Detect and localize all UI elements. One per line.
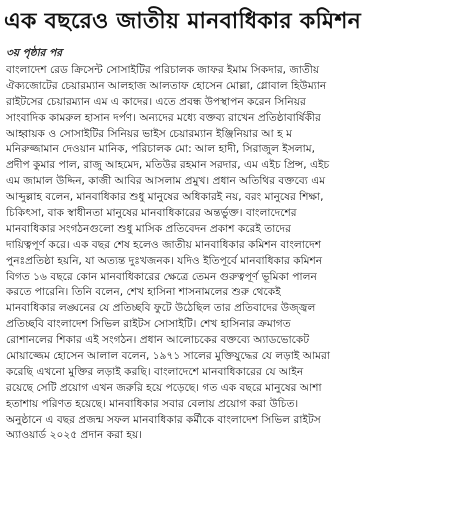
article-body-line: অনুষ্ঠানে এ বছর প্রজন্ম সফল মানবাধিকার কর্মীকে বাংলাদেশ সিভিল রাইটস: [6, 413, 321, 426]
article-body-line: অ্যাওয়ার্ড ২০২৫ প্রদান করা হয়।: [6, 429, 143, 442]
article-body-line: মানবাধিকার সংগঠনগুলো শুধু মাসিক প্রতিবেদন প্রকাশ করেই তাদের: [6, 222, 291, 235]
next-article-headline-cutoff: [4, 506, 458, 522]
article-body-line: সাংবাদিক কামরুল হাসান দর্পণ। অন্যদের মধ্যে বক্তব্য রাখেন প্রতিষ্ঠাবার্ষিকীর: [6, 111, 321, 124]
article-body-line: চিকিৎসা, বাক স্বাধীনতা মানুষের মানবাধিকারের অন্তর্ভুক্ত। বাংলাদেশের: [6, 207, 297, 220]
article-body-line: বাংলাদেশ রেড ক্রিসেন্ট সোসাইটির পরিচালক জাফর ইমাম সিকদার, জাতীয়: [6, 64, 320, 76]
article-body-line: রাইটসের চেয়ারম্যান এম এ কাদের। এতে প্রবন্ধ উপস্থাপন করেন সিনিয়র: [6, 95, 306, 108]
article-body-line: এম জামাল উদ্দিন, কাজী আবির আসলাম প্রমুখ। প্রধান অতিথির বক্তব্যে এম: [6, 175, 326, 188]
article-body-line: হতাশায় পরিণত হয়েছে। মানবাধিকার সবার বেলায় প্রয়োগ করা উচিত।: [6, 397, 299, 410]
article-body-line: পুনঃপ্রতিষ্ঠা হয়নি, যা অত্যন্ত দুঃখজনক। যদিও ইতিপূর্বে মানবাধিকার কমিশন: [6, 254, 323, 267]
article-body-line: আহ্বায়ক ও সোসাইটির সিনিয়র ভাইস চেয়ারম্যান ইঞ্জিনিয়ার আ হ ম: [6, 127, 292, 140]
article-body-line: দায়িত্বপূর্ণ করে। এক বছর শেষ হলেও জাতীয় মানবাধিকার কমিশন বাংলাদেশ: [6, 238, 321, 251]
article-body-line: প্রতিচ্ছবি বাংলাদেশ সিভিল রাইটস সোসাইটি। শেখ হাসিনার ক্রমাগত: [6, 318, 291, 331]
continued-from-label: ৩য় পৃষ্ঠার পর: [6, 47, 63, 59]
article-body-line: মনিরুজ্জামান দেওয়ান মানিক, পরিচালক মো: আল হাদী, সিরাজুল ইসলাম,: [6, 143, 315, 156]
article-body-line: করেছি এখনো মুক্তির লড়াই করছি। বাংলাদেশে মানবাধিকারের যে আইন: [6, 365, 304, 378]
article-body-line: আব্দুল্লাহ বলেন, মানবাধিকার শুধু মানুষের অধিকারই নয়, বরং মানুষের শিক্ষা,: [6, 191, 324, 204]
article-headline: এক বছরেও জাতীয় মানবাধিকার কমিশন: [4, 9, 362, 34]
article-body-line: বিগত ১৬ বছরে কোন মানবাধিকারের ক্ষেত্রে তেমন গুরুত্বপূর্ণ ভূমিকা পালন: [6, 270, 317, 283]
article-body-line: রয়েছে সেটি প্রয়োগ এখন জরুরি হয়ে পড়েছে। গত এক বছরে মানুষের আশা: [6, 381, 322, 394]
article-body-line: রোশানলের শিকার এই সংগঠন। প্রধান আলোচকের বক্তব্যে অ্যাডভোকেট: [6, 334, 310, 347]
article-body-line: করতে পারেনি। তিনি বলেন, শেখ হাসিনা শাসনামলের শুরু থেকেই: [6, 286, 281, 299]
article-body-line: মানবাধিকার লঙ্ঘনের যে প্রতিচ্ছবি ফুটে উঠেছিল তার প্রতিবাদের উজ্জ্বল: [6, 302, 316, 315]
article-body: [6, 63, 456, 501]
article-body-line: মোয়াজ্জেম হোসেন আলাল বলেন, ১৯৭১ সালের মুক্তিযুদ্ধের যে লড়াই আমরা: [6, 350, 330, 363]
article-body-line: প্রদীপ কুমার পাল, রাজু আহমেদ, মতিউর রহমান সরদার, এম এইচ প্রিন্স, এইচ: [6, 159, 330, 172]
article-body-line: ঐক্যজোটের চেয়ারম্যান আলহাজ আলতাফ হোসেন মোল্লা, গ্লোবাল হিউম্যান: [6, 79, 327, 92]
